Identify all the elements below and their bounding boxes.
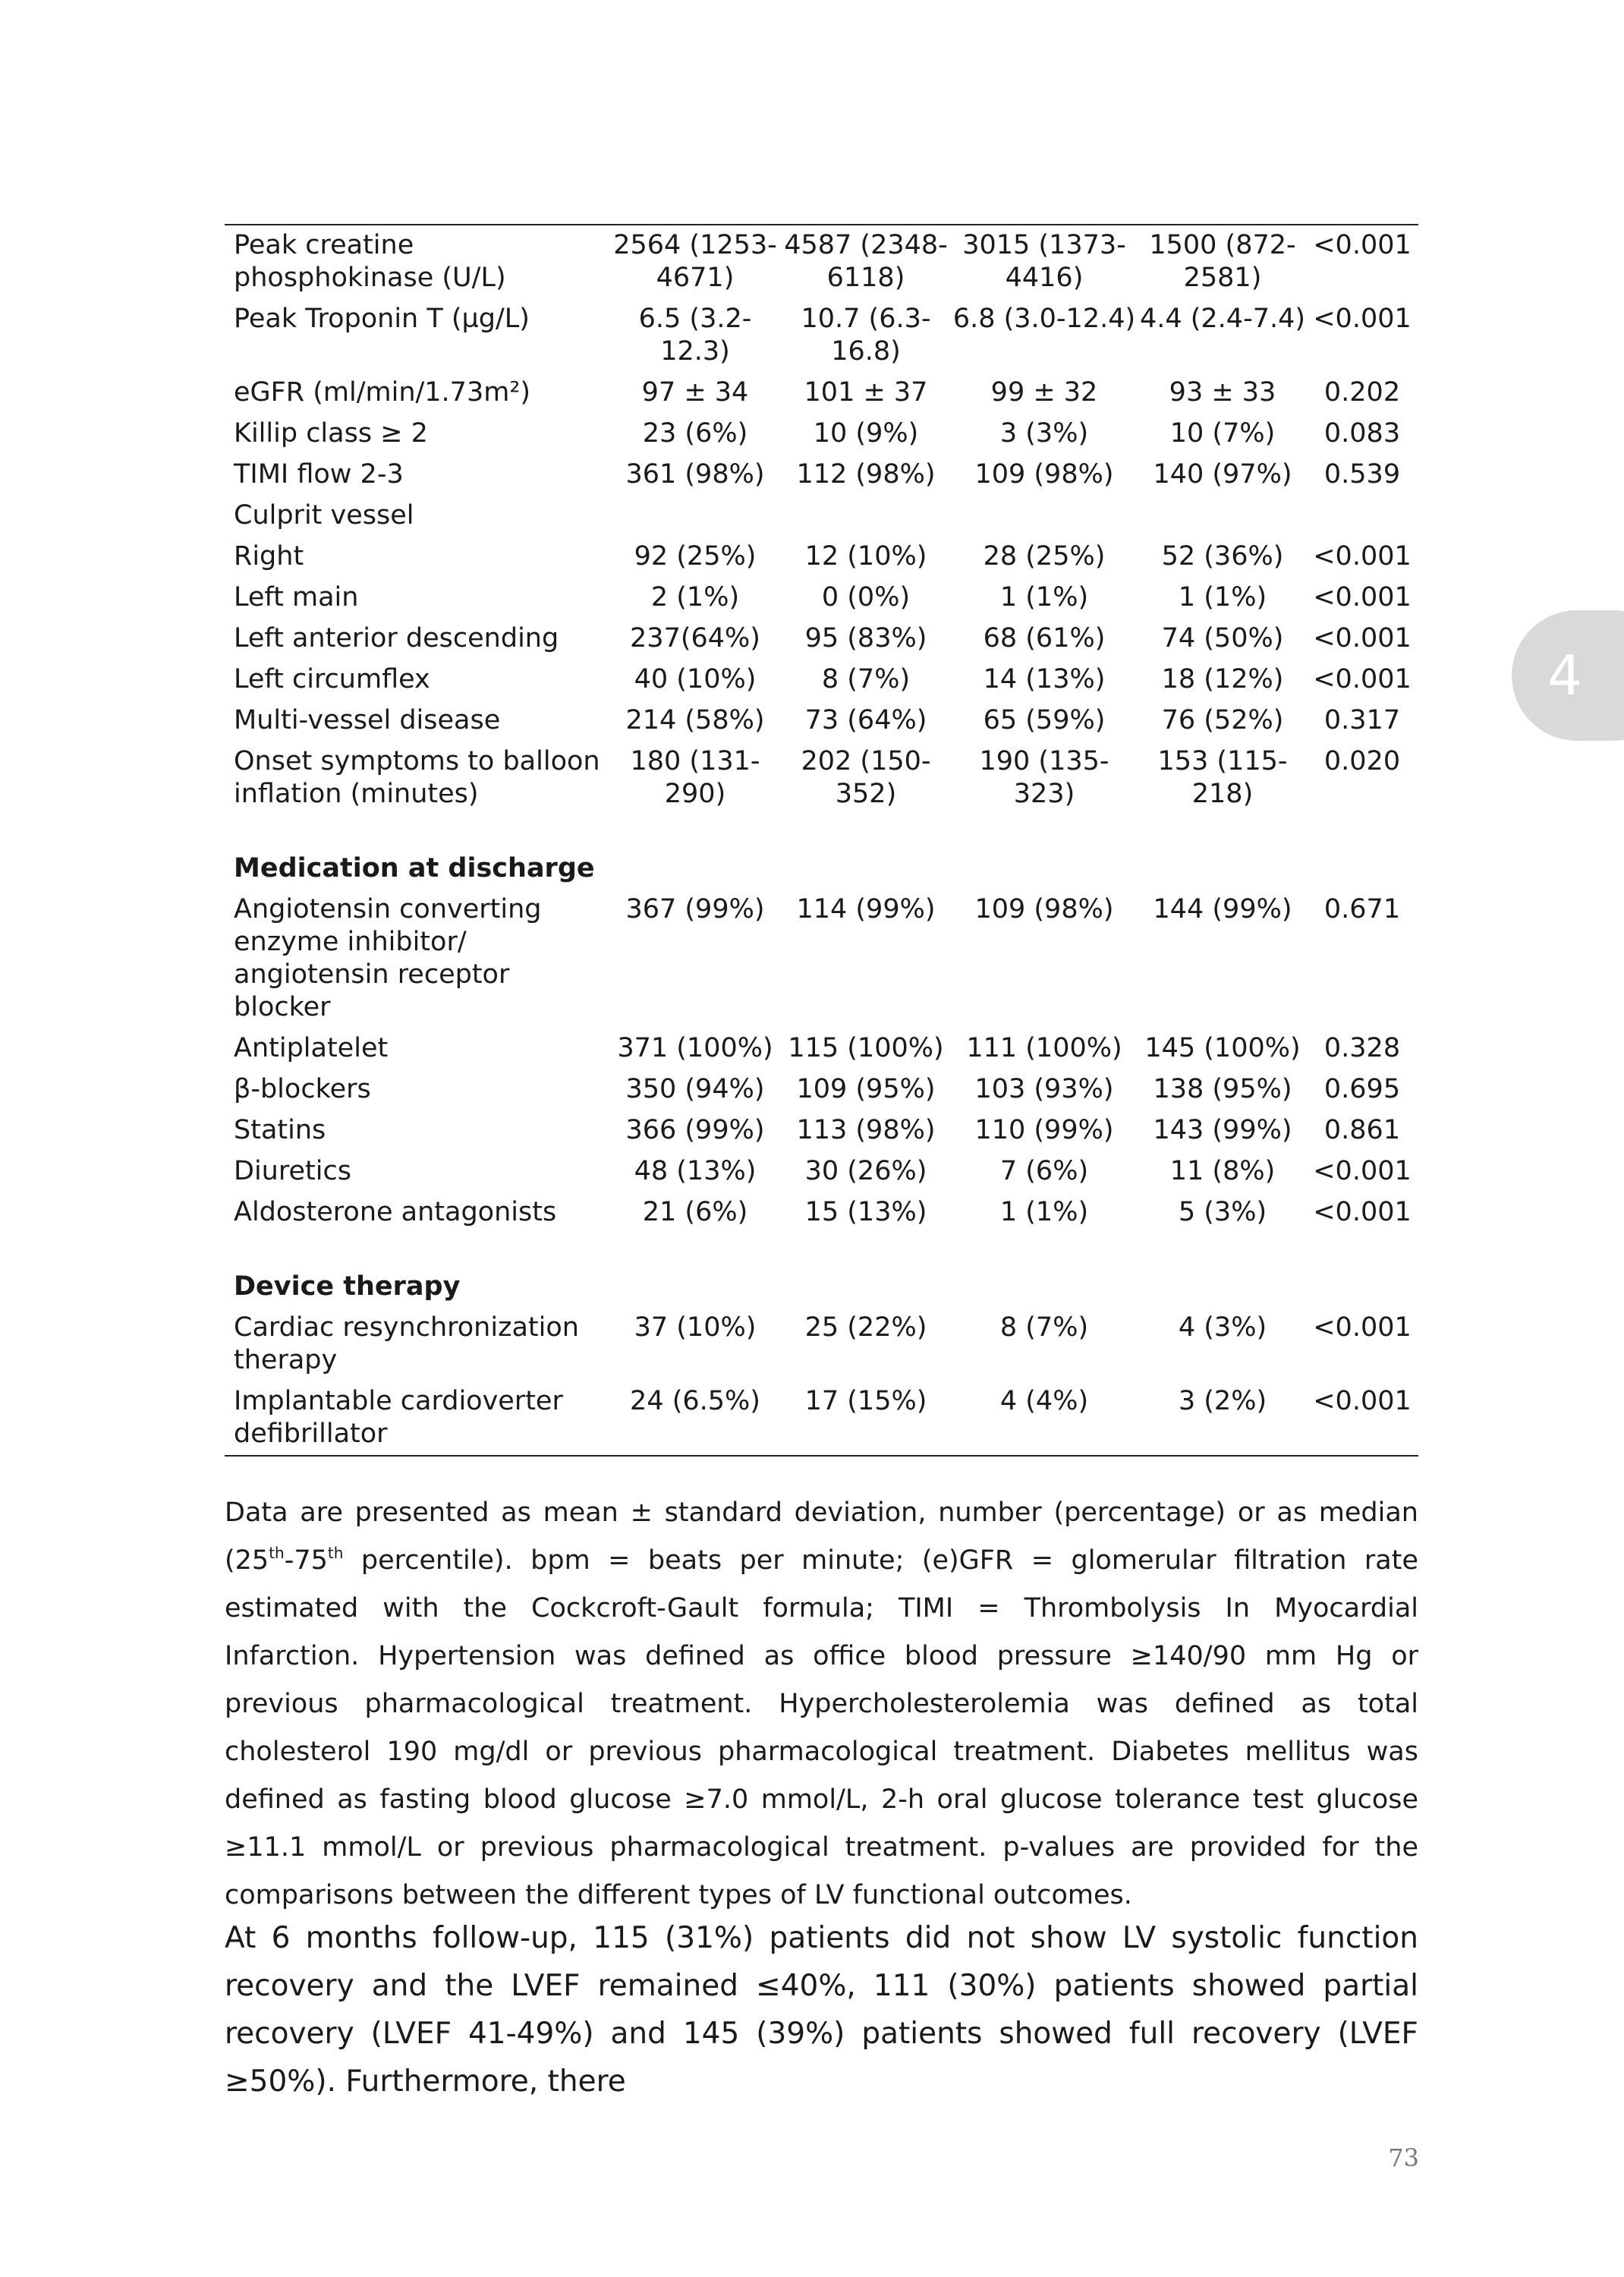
value-cell: 4587 (2348-6118) <box>784 230 948 293</box>
section-title: Device therapy <box>234 1271 461 1302</box>
value-cell: 73 (64%) <box>804 705 927 735</box>
value-cell: 2 (1%) <box>650 582 740 613</box>
value-cell: 0 (0%) <box>821 582 911 613</box>
table-row <box>225 455 1418 496</box>
value-cell <box>608 496 782 537</box>
value-cell: 109 (95%) <box>796 1074 936 1104</box>
footnote-part-2: -75 <box>284 1545 328 1576</box>
footnote-part-3: percentile). bpm = beats per minute; (e)GFR = glomerular filtration rate estimated with the Cockcroft-Gault formula; TIMI = Thrombolysis In Myocardial Infarction. Hypertension was defined as office blood pressure ≥140/90 mm Hg or previous pharmacological treatment. Hypercholesterolemia was defined as total cholesterol 190 mg/dl or previous pharmacological treatment. Diabetes mellitus was defined as fasting blood glucose ≥7.0 mmol/L, 2-h oral glucose tolerance test glucose ≥11.1 mmol/L or previous pharmacological treatment. p-values are provided for the comparisons between the different types of LV functional outcomes. <box>225 1545 1418 1910</box>
table-row <box>225 225 1418 299</box>
row-label: Aldosterone antagonists <box>234 1197 557 1227</box>
p-value-cell: <0.001 <box>1313 664 1412 694</box>
value-cell: 3 (2%) <box>1178 1386 1267 1416</box>
value-cell: 40 (10%) <box>634 664 757 694</box>
table-row <box>225 742 1418 815</box>
value-cell: 93 ± 33 <box>1169 377 1276 408</box>
section-title: Medication at discharge <box>234 853 595 883</box>
value-cell: 12 (10%) <box>804 541 927 572</box>
p-value-cell: <0.001 <box>1313 623 1412 653</box>
p-value-cell: <0.001 <box>1313 1197 1412 1227</box>
value-cell: 113 (98%) <box>796 1115 936 1145</box>
footnote-superscript-1: th <box>269 1544 285 1562</box>
row-label: Peak creatine phosphokinase (U/L) <box>234 230 506 293</box>
row-label: Multi-vessel disease <box>234 705 501 735</box>
value-cell: 97 ± 34 <box>641 377 749 408</box>
value-cell: 3015 (1373-4416) <box>962 230 1126 293</box>
value-cell: 1 (1%) <box>1178 582 1267 613</box>
value-cell: 52 (36%) <box>1161 541 1284 572</box>
value-cell: 153 (115-218) <box>1157 746 1288 809</box>
value-cell: 8 (7%) <box>999 1312 1089 1343</box>
spacer-cell <box>225 1233 1418 1267</box>
value-cell: 4 (3%) <box>1178 1312 1267 1343</box>
value-cell: 138 (95%) <box>1153 1074 1292 1104</box>
value-cell: 115 (100%) <box>788 1033 944 1063</box>
p-value-cell: <0.001 <box>1313 541 1412 572</box>
footnote-part-1: Data are presented as mean ± standard deviation, number (percentage) or as median (25 <box>225 1498 1418 1576</box>
table-row <box>225 1381 1418 1456</box>
body-paragraph <box>225 1914 1418 2105</box>
value-cell: 74 (50%) <box>1161 623 1284 653</box>
table-spacer-row <box>225 1233 1418 1267</box>
row-label: Peak Troponin T (µg/L) <box>234 304 530 334</box>
value-cell: 4 (4%) <box>999 1386 1089 1416</box>
value-cell: 190 (135-323) <box>979 746 1109 809</box>
table-row <box>225 299 1418 373</box>
table-row <box>225 890 1418 1028</box>
value-cell: 361 (98%) <box>625 459 765 490</box>
value-cell: 24 (6.5%) <box>630 1386 760 1416</box>
table-row <box>225 619 1418 660</box>
value-cell: 350 (94%) <box>625 1074 765 1104</box>
p-value-cell: 0.083 <box>1323 418 1401 449</box>
value-cell: 109 (98%) <box>974 894 1114 924</box>
row-label: Cardiac resynchronization therapy <box>234 1312 579 1375</box>
table-body <box>225 225 1418 1456</box>
value-cell: 143 (99%) <box>1153 1115 1292 1145</box>
value-cell: 92 (25%) <box>634 541 757 572</box>
value-cell: 145 (100%) <box>1144 1033 1301 1063</box>
value-cell: 109 (98%) <box>974 459 1114 490</box>
value-cell: 103 (93%) <box>974 1074 1114 1104</box>
p-value-cell: <0.001 <box>1313 1312 1412 1343</box>
spacer-cell <box>225 815 1418 849</box>
p-value-cell: 0.695 <box>1323 1074 1401 1104</box>
value-cell: 144 (99%) <box>1153 894 1292 924</box>
p-value-cell: 0.671 <box>1323 894 1401 924</box>
value-cell: 180 (131-290) <box>630 746 760 809</box>
table-section-header <box>225 849 1418 890</box>
value-cell: 1500 (872-2581) <box>1149 230 1296 293</box>
value-cell: 11 (8%) <box>1169 1156 1276 1186</box>
baseline-characteristics-table <box>225 224 1418 1457</box>
value-cell: 111 (100%) <box>966 1033 1122 1063</box>
value-cell: 3 (3%) <box>999 418 1089 449</box>
p-value-cell: <0.001 <box>1313 582 1412 613</box>
value-cell: 110 (99%) <box>974 1115 1114 1145</box>
results-table-container <box>225 224 1418 1457</box>
row-label: Left circumflex <box>234 664 430 694</box>
value-cell: 15 (13%) <box>804 1197 927 1227</box>
table-row <box>225 1069 1418 1110</box>
row-label: Culprit vessel <box>234 500 414 531</box>
value-cell: 114 (99%) <box>796 894 936 924</box>
table-row <box>225 660 1418 701</box>
table-row <box>225 496 1418 537</box>
value-cell: 8 (7%) <box>821 664 911 694</box>
value-cell: 25 (22%) <box>804 1312 927 1343</box>
p-value-cell: 0.202 <box>1323 377 1401 408</box>
table-footnote <box>225 1489 1418 1920</box>
value-cell: 112 (98%) <box>796 459 936 490</box>
value-cell: 99 ± 32 <box>990 377 1098 408</box>
row-label: Onset symptoms to balloon inflation (minutes) <box>234 746 600 809</box>
row-label: Right <box>234 541 304 572</box>
value-cell: 65 (59%) <box>983 705 1106 735</box>
value-cell: 28 (25%) <box>983 541 1106 572</box>
p-value-cell: 0.328 <box>1323 1033 1401 1063</box>
value-cell <box>949 496 1139 537</box>
p-value-cell: <0.001 <box>1313 304 1412 334</box>
value-cell: 371 (100%) <box>617 1033 773 1063</box>
p-value-cell: <0.001 <box>1313 230 1412 260</box>
value-cell: 4.4 (2.4-7.4) <box>1139 304 1306 334</box>
row-label: Left anterior descending <box>234 623 559 653</box>
value-cell: 95 (83%) <box>804 623 927 653</box>
table-spacer-row <box>225 815 1418 849</box>
p-value-cell: <0.001 <box>1313 1156 1412 1186</box>
row-label: Left main <box>234 582 359 613</box>
value-cell: 7 (6%) <box>999 1156 1089 1186</box>
value-cell: 214 (58%) <box>625 705 765 735</box>
table-row <box>225 1110 1418 1151</box>
table-row <box>225 1308 1418 1381</box>
p-value-cell: <0.001 <box>1313 1386 1412 1416</box>
table-row <box>225 373 1418 414</box>
value-cell: 1 (1%) <box>999 582 1089 613</box>
table-row <box>225 414 1418 455</box>
value-cell: 30 (26%) <box>804 1156 927 1186</box>
footnote-superscript-2: th <box>327 1544 344 1562</box>
value-cell: 10 (9%) <box>813 418 919 449</box>
row-label: Antiplatelet <box>234 1033 389 1063</box>
value-cell: 23 (6%) <box>642 418 748 449</box>
value-cell: 10.7 (6.3-16.8) <box>801 304 931 367</box>
value-cell: 37 (10%) <box>634 1312 757 1343</box>
table-row <box>225 578 1418 619</box>
value-cell: 68 (61%) <box>983 623 1106 653</box>
value-cell: 237(64%) <box>630 623 760 653</box>
table-row <box>225 1192 1418 1233</box>
row-label: Diuretics <box>234 1156 351 1186</box>
body-text: At 6 months follow-up, 115 (31%) patients did not show LV systolic function recovery and the LVEF remained ≤40%, 111 (30%) patients showed partial recovery (LVEF 41-49%) and 145 (39%) patients showed full recovery (LVEF ≥50%). Furthermore, there <box>225 1921 1418 2099</box>
row-label: eGFR (ml/min/1.73m²) <box>234 377 530 408</box>
value-cell: 76 (52%) <box>1161 705 1284 735</box>
table-row <box>225 537 1418 578</box>
value-cell: 1 (1%) <box>999 1197 1089 1227</box>
value-cell <box>1139 496 1306 537</box>
value-cell: 6.8 (3.0-12.4) <box>952 304 1136 334</box>
value-cell: 5 (3%) <box>1178 1197 1267 1227</box>
row-label: Implantable cardioverter defibrillator <box>234 1386 563 1449</box>
table-row <box>225 1151 1418 1192</box>
table-section-header <box>225 1267 1418 1308</box>
value-cell: 14 (13%) <box>983 664 1106 694</box>
row-label: TIMI flow 2-3 <box>234 459 404 490</box>
p-value-cell: 0.539 <box>1323 459 1401 490</box>
table-row <box>225 1028 1418 1069</box>
value-cell: 17 (15%) <box>804 1386 927 1416</box>
p-value-cell: 0.861 <box>1323 1115 1401 1145</box>
value-cell: 140 (97%) <box>1153 459 1292 490</box>
value-cell: 21 (6%) <box>642 1197 748 1227</box>
value-cell: 48 (13%) <box>634 1156 757 1186</box>
value-cell: 202 (150-352) <box>801 746 931 809</box>
p-value-cell <box>1306 496 1418 537</box>
row-label: Angiotensin converting enzyme inhibitor/ angiotensin receptor blocker <box>234 894 542 1022</box>
chapter-number: 4 <box>1547 644 1582 707</box>
row-label: β-blockers <box>234 1074 371 1104</box>
value-cell: 6.5 (3.2-12.3) <box>638 304 752 367</box>
value-cell: 366 (99%) <box>625 1115 765 1145</box>
value-cell: 101 ± 37 <box>804 377 928 408</box>
page-number: 73 <box>1388 2143 1419 2172</box>
row-label: Statins <box>234 1115 326 1145</box>
value-cell: 10 (7%) <box>1169 418 1276 449</box>
p-value-cell: 0.020 <box>1323 746 1401 776</box>
value-cell <box>782 496 949 537</box>
row-label: Killip class ≥ 2 <box>234 418 428 449</box>
value-cell: 367 (99%) <box>625 894 765 924</box>
value-cell: 18 (12%) <box>1161 664 1284 694</box>
table-row <box>225 701 1418 742</box>
p-value-cell: 0.317 <box>1323 705 1401 735</box>
value-cell: 2564 (1253-4671) <box>613 230 777 293</box>
